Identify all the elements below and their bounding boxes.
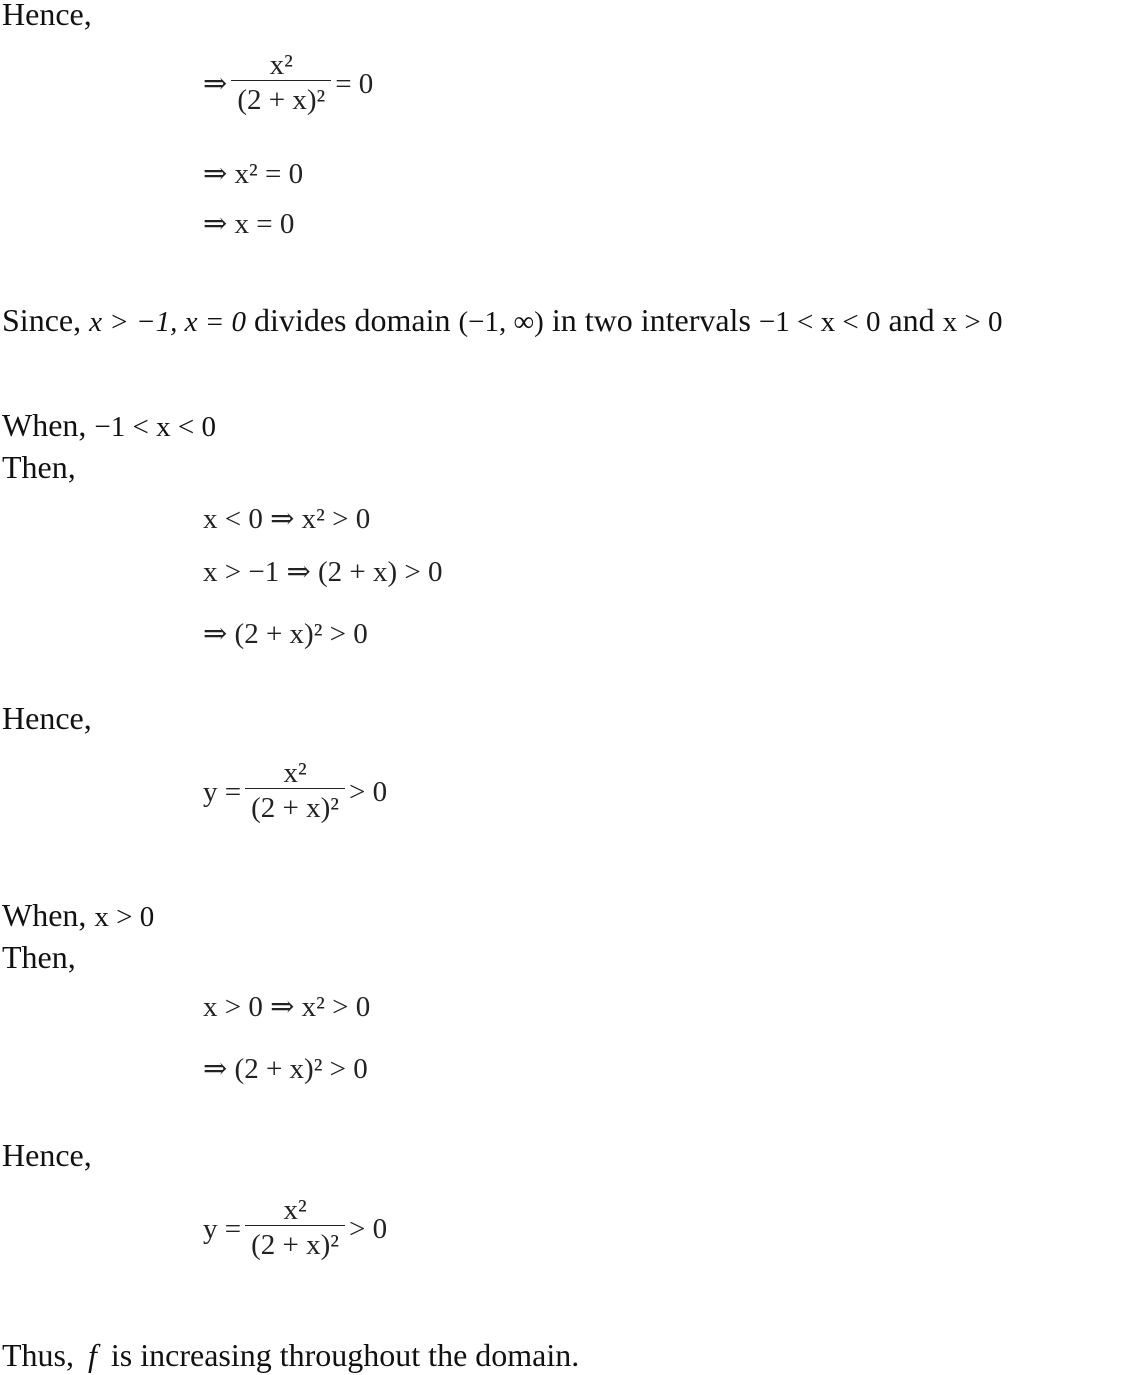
when-label: When, bbox=[2, 407, 87, 443]
greater-than-zero: > 0 bbox=[348, 775, 388, 808]
when-label: When, bbox=[2, 897, 87, 933]
function-symbol: f bbox=[88, 1337, 97, 1373]
condition-math: x > 0 bbox=[94, 901, 155, 933]
interval-2-math: x > 0 bbox=[942, 306, 1003, 338]
y-equals: y = bbox=[203, 1212, 242, 1245]
numerator: x² bbox=[283, 1194, 307, 1226]
case1-y-fraction bbox=[203, 758, 387, 825]
since-label: Since, bbox=[2, 302, 82, 338]
case2-y-fraction bbox=[203, 1195, 387, 1262]
y-equals: y = bbox=[203, 775, 242, 808]
denominator: (2 + x)² bbox=[245, 1225, 345, 1262]
when-line-1 bbox=[2, 407, 216, 445]
case1-eq3: ⇒ (2 + x)² > 0 bbox=[203, 618, 368, 650]
since-text-2: in two intervals bbox=[551, 302, 751, 338]
greater-than-zero: > 0 bbox=[348, 1212, 388, 1245]
condition-math: −1 < x < 0 bbox=[94, 411, 216, 443]
equation-fraction-zero bbox=[203, 50, 373, 117]
since-text: divides domain bbox=[254, 302, 451, 338]
domain-math: (−1, ∞) bbox=[458, 306, 544, 338]
numerator: x² bbox=[283, 757, 307, 789]
then-label: Then, bbox=[2, 939, 76, 975]
hence-label: Hence, bbox=[2, 1137, 92, 1173]
fraction bbox=[245, 758, 345, 825]
case2-eq1: x > 0 ⇒ x² > 0 bbox=[203, 991, 371, 1023]
fraction bbox=[245, 1195, 345, 1262]
fraction bbox=[231, 50, 331, 117]
equation-x-zero: ⇒ x = 0 bbox=[203, 208, 295, 240]
thus-label: Thus, bbox=[2, 1337, 74, 1373]
when-line-2 bbox=[2, 897, 154, 935]
conclusion-line bbox=[2, 1337, 579, 1373]
numerator: x² bbox=[269, 49, 293, 81]
denominator: (2 + x)² bbox=[231, 80, 331, 117]
then-label: Then, bbox=[2, 449, 76, 485]
implies-symbol: ⇒ bbox=[203, 67, 228, 100]
case2-eq2: ⇒ (2 + x)² > 0 bbox=[203, 1053, 368, 1085]
denominator: (2 + x)² bbox=[245, 788, 345, 825]
and-text: and bbox=[888, 302, 935, 338]
conclusion-text: is increasing throughout the domain. bbox=[110, 1337, 580, 1373]
hence-label: Hence, bbox=[2, 700, 92, 736]
equals-zero: = 0 bbox=[335, 67, 374, 100]
interval-1-math: −1 < x < 0 bbox=[758, 306, 881, 338]
case1-eq2: x > −1 ⇒ (2 + x) > 0 bbox=[203, 556, 443, 588]
since-line bbox=[2, 302, 1003, 340]
condition-math: x > −1, x = 0 bbox=[89, 306, 247, 338]
case1-eq1: x < 0 ⇒ x² > 0 bbox=[203, 503, 371, 535]
hence-label: Hence, bbox=[2, 0, 92, 32]
equation-x-squared-zero: ⇒ x² = 0 bbox=[203, 158, 304, 190]
